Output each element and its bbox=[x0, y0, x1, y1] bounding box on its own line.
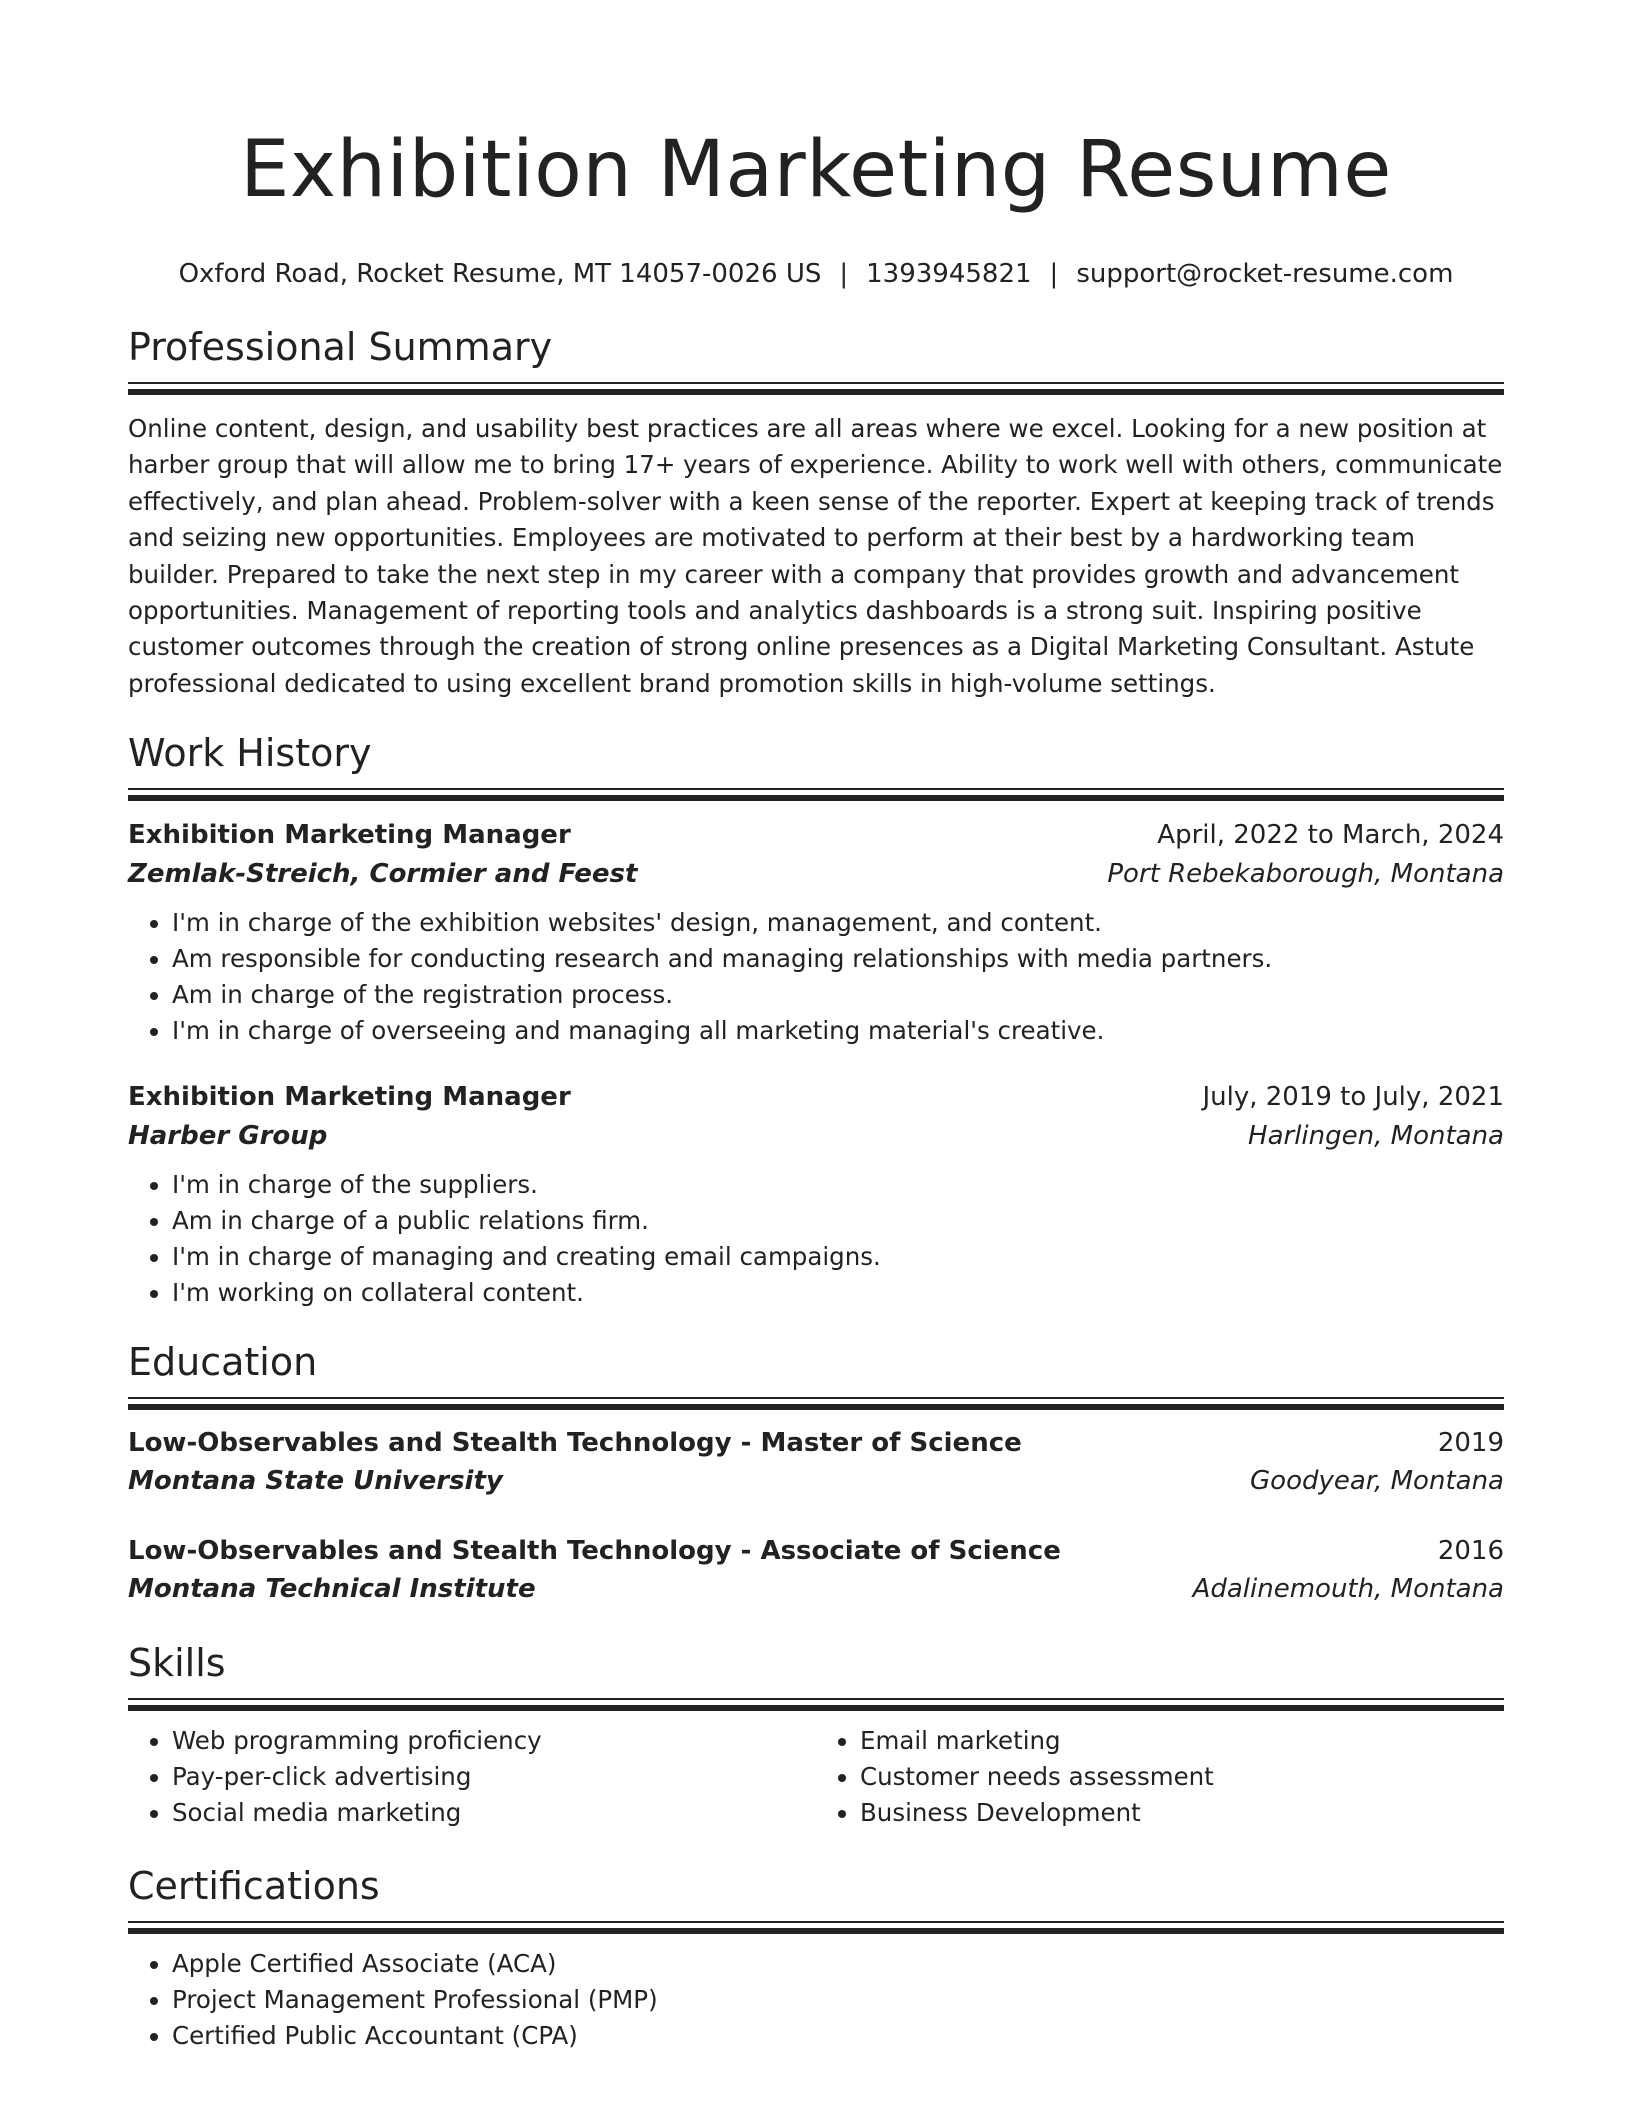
section-heading: Professional Summary bbox=[128, 325, 553, 369]
school-name: Montana Technical Institute bbox=[128, 1574, 536, 1605]
school-name: Montana State University bbox=[128, 1466, 503, 1497]
section-heading: Work History bbox=[128, 731, 372, 776]
list-item: • Pay-per-click advertising bbox=[172, 1759, 816, 1795]
section-rule bbox=[128, 788, 1504, 790]
company-name: Zemlak-Streich, Cormier and Feest bbox=[128, 859, 638, 890]
skills-list-right bbox=[816, 1723, 1504, 1831]
section-rule bbox=[128, 1698, 1504, 1700]
section-heading: Education bbox=[128, 1340, 318, 1385]
list-item: • Certified Public Accountant (CPA) bbox=[172, 2018, 1504, 2054]
job-dates: July, 2019 to July, 2021 bbox=[1202, 1082, 1504, 1113]
list-item: • Social media marketing bbox=[172, 1795, 816, 1831]
degree-title: Low-Observables and Stealth Technology - Associate of Science bbox=[128, 1536, 1061, 1567]
list-item: • Am in charge of the registration process. bbox=[172, 977, 1504, 1013]
work-section bbox=[128, 728, 1504, 1311]
section-heading: Skills bbox=[128, 1641, 226, 1686]
contact-line bbox=[128, 256, 1504, 292]
job-location: Harlingen, Montana bbox=[1248, 1121, 1504, 1152]
certifications-list bbox=[128, 1946, 1504, 2054]
job-entry bbox=[128, 1077, 1504, 1311]
company-name: Harber Group bbox=[128, 1121, 328, 1152]
list-item: • I'm in charge of managing and creating email campaigns. bbox=[172, 1239, 1504, 1275]
section-rule-thick bbox=[128, 1705, 1504, 1711]
list-item: • I'm in charge of the suppliers. bbox=[172, 1167, 1504, 1203]
job-dates: April, 2022 to March, 2024 bbox=[1157, 820, 1504, 851]
summary-text: Online content, design, and usability best practices are all areas where we excel. Looking for a new position at harber group that will allow me to bring 17+ years of experience. Ability to work well with others, communicate effectively, and plan ahead. Problem-solver with a keen sense of the reporter. Expert at keeping track of trends and seizing new opportunities. Employees are motivated to perform at their best by a hardworking team builder. Prepared to take the next step in my career with a company that provides growth and advancement opportunities. Management of reporting tools and analytics dashboards is a strong suit. Inspiring positive customer outcomes through the creation of strong online presences as a Digital Marketing Consultant. Astute professional dedicated to using excellent brand promotion skills in high-volume settings. bbox=[128, 414, 1503, 698]
separator: | bbox=[1049, 259, 1059, 289]
graduation-year: 2019 bbox=[1437, 1428, 1504, 1459]
section-heading: Certifications bbox=[128, 1864, 380, 1909]
skills-section bbox=[128, 1638, 1504, 1831]
list-item: • Apple Certified Associate (ACA) bbox=[172, 1946, 1504, 1982]
section-rule-thick bbox=[128, 389, 1504, 395]
separator: | bbox=[839, 259, 849, 289]
job-bullets bbox=[128, 905, 1504, 1049]
email[interactable]: support@rocket-resume.com bbox=[1076, 259, 1454, 289]
address: Oxford Road, Rocket Resume, MT 14057-0026 US bbox=[178, 259, 822, 289]
job-bullets bbox=[128, 1167, 1504, 1311]
section-rule bbox=[128, 382, 1504, 384]
job-location: Port Rebekaborough, Montana bbox=[1107, 859, 1504, 890]
section-rule-thick bbox=[128, 1404, 1504, 1410]
phone: 1393945821 bbox=[866, 259, 1032, 289]
list-item: • I'm working on collateral content. bbox=[172, 1275, 1504, 1311]
list-item: • I'm in charge of the exhibition websites' design, management, and content. bbox=[172, 905, 1504, 941]
skills-list-left bbox=[128, 1723, 816, 1831]
list-item: • Am in charge of a public relations firm. bbox=[172, 1203, 1504, 1239]
skills-columns bbox=[128, 1723, 1504, 1831]
section-rule-thick bbox=[128, 795, 1504, 801]
section-rule-thick bbox=[128, 1928, 1504, 1934]
graduation-year: 2016 bbox=[1437, 1536, 1504, 1567]
job-title: Exhibition Marketing Manager bbox=[128, 820, 571, 851]
job-entry bbox=[128, 815, 1504, 1049]
education-entry bbox=[128, 1532, 1504, 1608]
section-rule bbox=[128, 1397, 1504, 1399]
list-item: • Customer needs assessment bbox=[860, 1759, 1504, 1795]
education-section bbox=[128, 1337, 1504, 1608]
list-item: • Business Development bbox=[860, 1795, 1504, 1831]
list-item: • Email marketing bbox=[860, 1723, 1504, 1759]
certifications-section bbox=[128, 1861, 1504, 2054]
education-entry bbox=[128, 1424, 1504, 1500]
resume-title: Exhibition Marketing Resume bbox=[240, 125, 1392, 215]
list-item: • Project Management Professional (PMP) bbox=[172, 1982, 1504, 2018]
job-title: Exhibition Marketing Manager bbox=[128, 1082, 571, 1113]
list-item: • Web programming proficiency bbox=[172, 1723, 816, 1759]
school-location: Goodyear, Montana bbox=[1250, 1466, 1504, 1497]
school-location: Adalinemouth, Montana bbox=[1192, 1574, 1504, 1605]
degree-title: Low-Observables and Stealth Technology - Master of Science bbox=[128, 1428, 1022, 1459]
section-rule bbox=[128, 1921, 1504, 1923]
summary-section bbox=[128, 322, 1504, 702]
list-item: • Am responsible for conducting research and managing relationships with media partners. bbox=[172, 941, 1504, 977]
list-item: • I'm in charge of overseeing and managing all marketing material's creative. bbox=[172, 1013, 1504, 1049]
